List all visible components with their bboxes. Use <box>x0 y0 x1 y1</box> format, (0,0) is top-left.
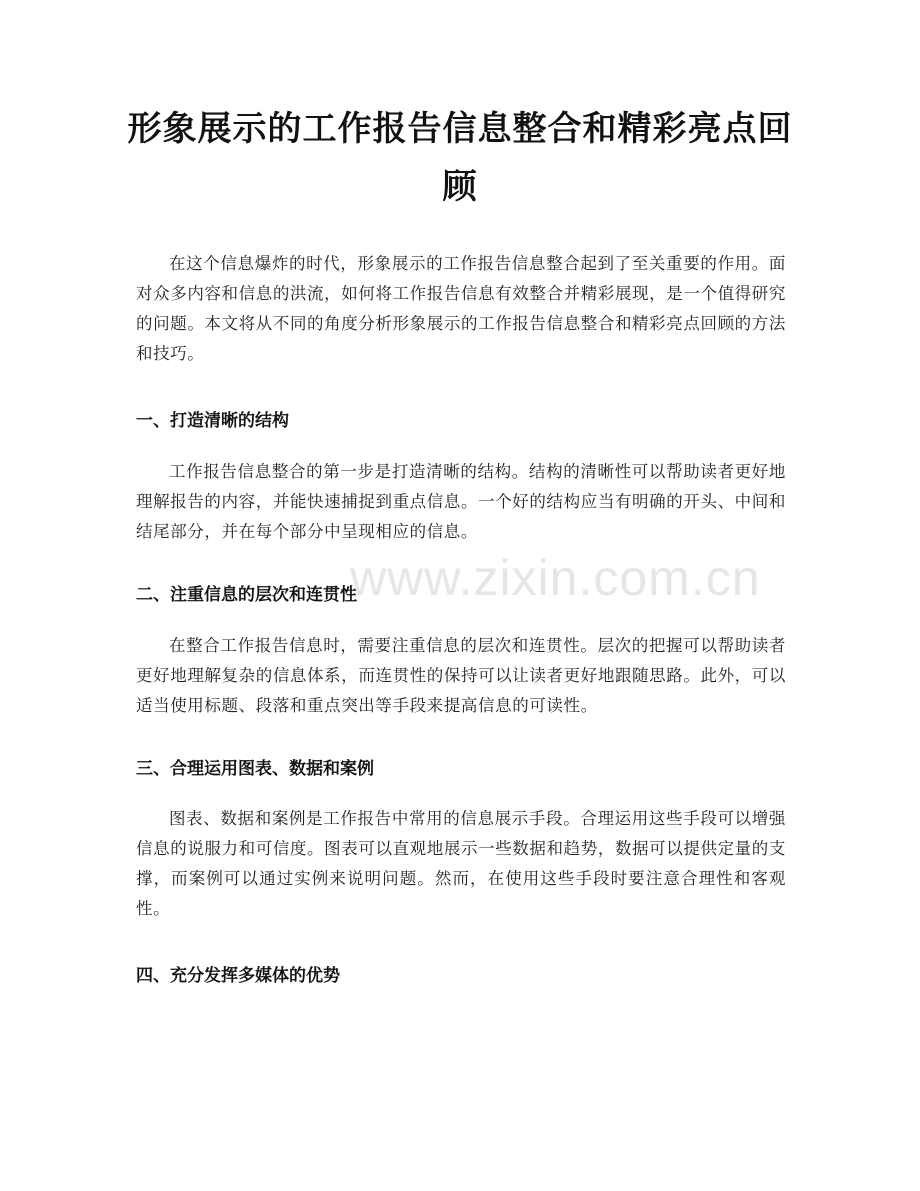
document-title: 形象展示的工作报告信息整合和精彩亮点回顾 <box>127 109 793 207</box>
section-heading-3: 三、合理运用图表、数据和案例 <box>136 759 374 779</box>
section-body-1: 工作报告信息整合的第一步是打造清晰的结构。结构的清晰性可以帮助读者更好地理解报告的内容，并能快速捕捉到重点信息。一个好的结构应当有明确的开头、中间和结尾部分，并在每个部分中呈现相应的信息。 <box>136 462 786 541</box>
watermark-text: www.zixin.com.cn <box>350 550 761 606</box>
section-heading-1: 一、打造清晰的结构 <box>136 411 289 431</box>
section-body-3: 图表、数据和案例是工作报告中常用的信息展示手段。合理运用这些手段可以增强信息的说服力和可信度。图表可以直观地展示一些数据和趋势，数据可以提供定量的支撑，而案例可以通过实例来说明问题。然而，在使用这些手段时要注意合理性和客观性。 <box>136 809 786 918</box>
intro-paragraph: 在这个信息爆炸的时代，形象展示的工作报告信息整合起到了至关重要的作用。面对众多内容和信息的洪流，如何将工作报告信息有效整合并精彩展现，是一个值得研究的问题。本文将从不同的角度分析形象展示的工作报告信息整合和精彩亮点回顾的方法和技巧。 <box>136 254 786 363</box>
section-heading-2: 二、注重信息的层次和连贯性 <box>136 585 357 605</box>
section-body-2: 在整合工作报告信息时，需要注重信息的层次和连贯性。层次的把握可以帮助读者更好地理解复杂的信息体系，而连贯性的保持可以让读者更好地跟随思路。此外，可以适当使用标题、段落和重点突出等手段来提高信息的可读性。 <box>136 636 786 715</box>
section-heading-4: 四、充分发挥多媒体的优势 <box>136 966 340 986</box>
